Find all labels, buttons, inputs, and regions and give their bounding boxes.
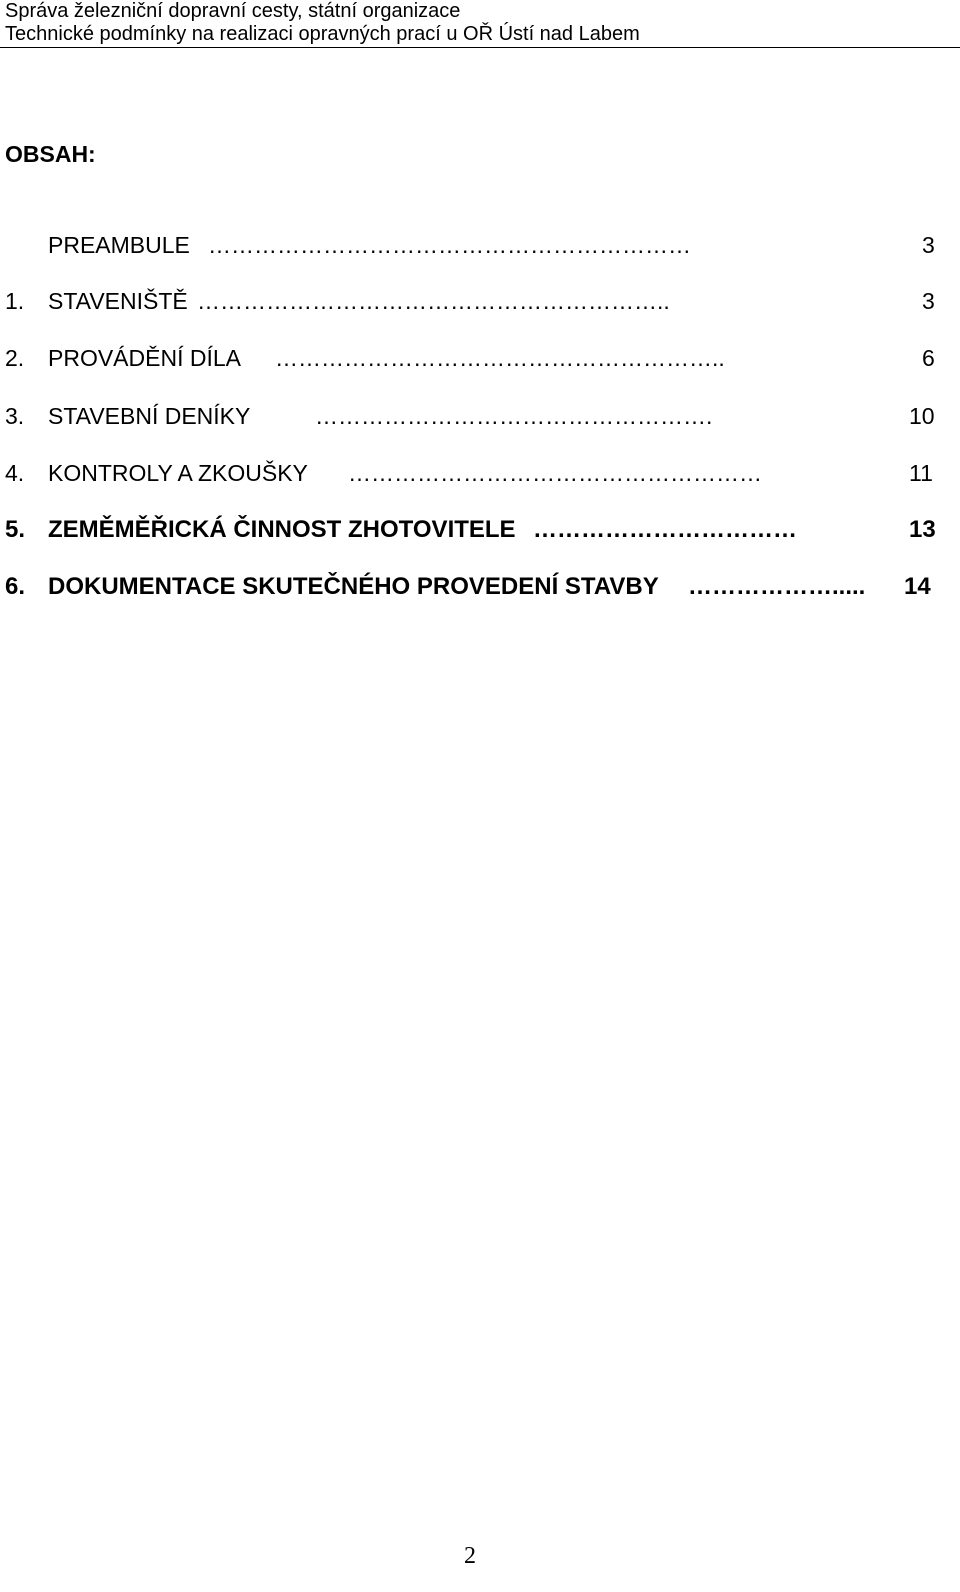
toc-heading: OBSAH: [5, 141, 96, 167]
toc-entry-leader: …………………………………………………….. [197, 288, 670, 314]
toc-entry-number: 1. [5, 288, 25, 314]
toc-entry-title: STAVEBNÍ DENÍKY [48, 403, 251, 429]
toc-entry-number: 3. [5, 403, 25, 429]
toc-entry-provadeni-dila[interactable] [5, 342, 957, 374]
toc-entry-number: 4. [5, 460, 25, 486]
toc-entry-title: DOKUMENTACE SKUTEČNÉHO PROVEDENÍ STAVBY [48, 573, 659, 600]
toc-entry-page: 6 [922, 345, 935, 371]
toc-entry-zememericka-cinnost[interactable] [5, 514, 957, 546]
toc-entry-title: PREAMBULE [48, 232, 190, 258]
toc-entry-leader: ………………..... [688, 573, 866, 600]
page-header [0, 0, 960, 48]
toc-entry-page: 3 [922, 232, 935, 258]
toc-entry-stavebni-deniky[interactable] [5, 400, 957, 432]
toc-entry-staveniste[interactable] [5, 285, 957, 317]
toc-entry-leader: ……………………………………………… [348, 460, 762, 486]
toc-entry-leader: ………………………………………………….. [275, 345, 725, 371]
toc-entry-number: 2. [5, 345, 25, 371]
toc-entry-page: 14 [904, 573, 931, 600]
toc-entry-leader: ……………………………………………. [315, 403, 713, 429]
toc-entry-title: PROVÁDĚNÍ DÍLA [48, 345, 241, 371]
toc-entry-leader: ……………………………………………………… [208, 232, 691, 258]
toc-entry-number: 5. [5, 516, 26, 543]
toc-entry-page: 3 [922, 288, 935, 314]
toc-entry-preambule[interactable] [5, 229, 957, 261]
toc-entry-title: KONTROLY A ZKOUŠKY [48, 460, 308, 486]
toc-entry-dokumentace-skutecneho-provedeni[interactable] [5, 571, 957, 603]
toc-entry-leader: …………………………… [533, 516, 797, 543]
toc-entry-page: 10 [909, 403, 935, 429]
header-organization: Správa železniční dopravní cesty, státní organizace [5, 0, 461, 22]
toc-entry-kontroly-a-zkousky[interactable] [5, 457, 957, 489]
toc-entry-title: STAVENIŠTĚ [48, 288, 188, 314]
toc-entry-number: 6. [5, 573, 26, 600]
header-document-title: Technické podmínky na realizaci opravných prací u OŘ Ústí nad Labem [5, 23, 640, 45]
page-number: 2 [464, 1543, 476, 1569]
toc-entry-page: 11 [909, 460, 933, 486]
toc-entry-title: ZEMĚMĚŘICKÁ ČINNOST ZHOTOVITELE [48, 516, 516, 543]
toc-entry-page: 13 [909, 516, 936, 543]
